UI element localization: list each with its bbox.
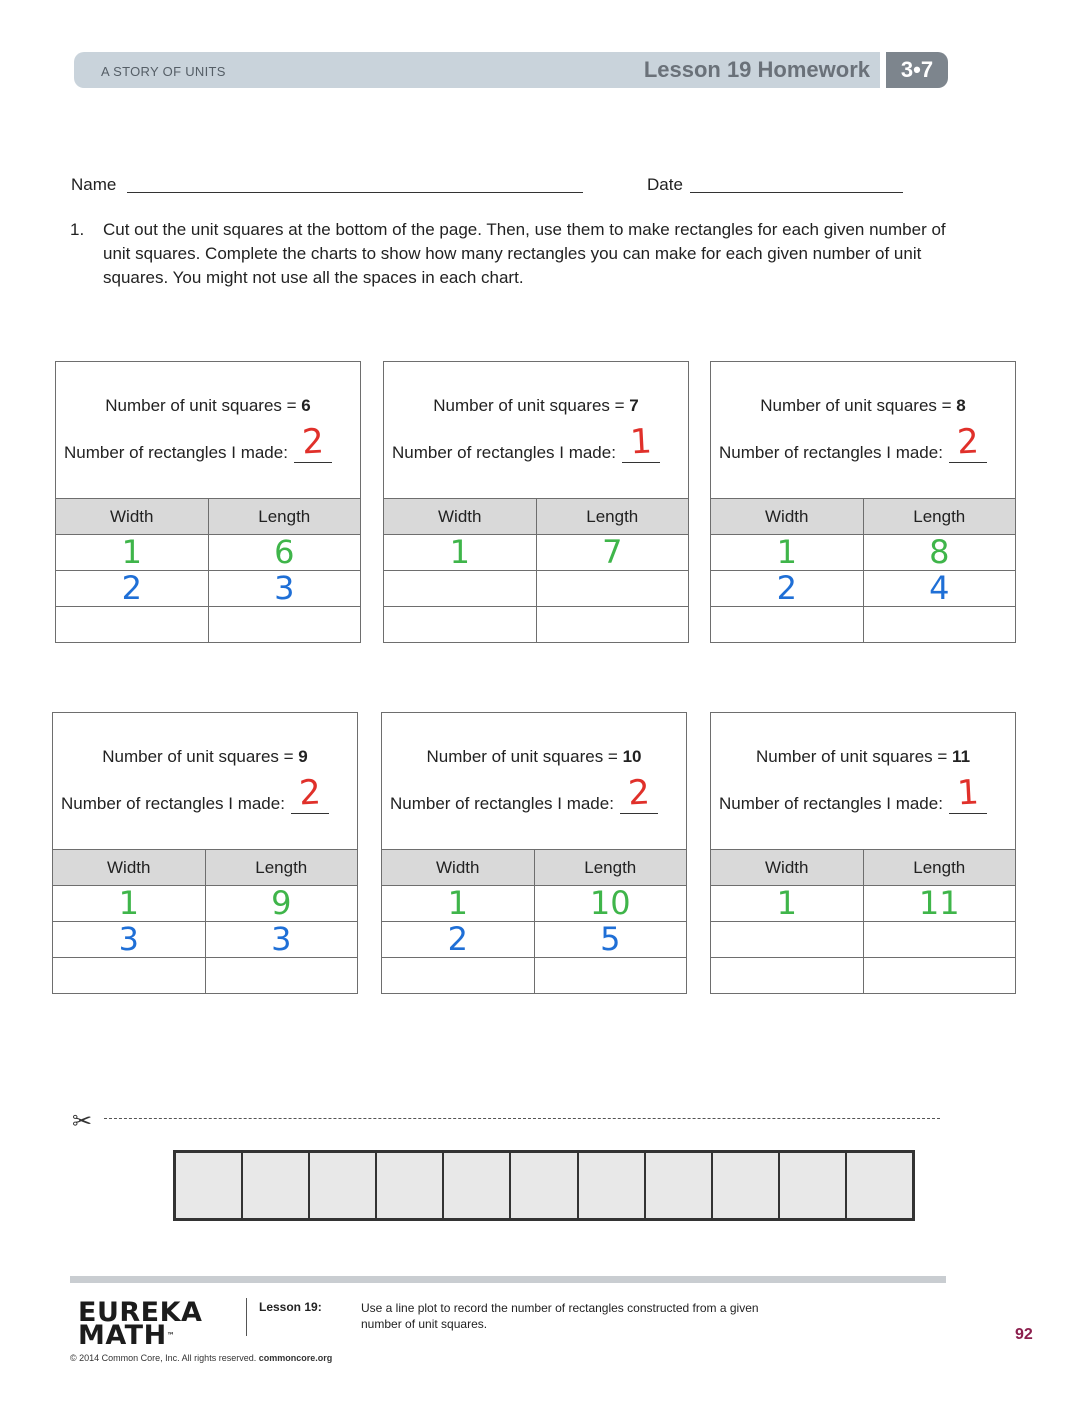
width-cell[interactable]: [382, 958, 535, 994]
width-cell[interactable]: [53, 958, 206, 994]
unit-square: [310, 1153, 377, 1218]
unit-squares-label: Number of unit squares =: [755, 747, 953, 766]
rectangles-made-label: Number of rectangles I made:: [390, 794, 614, 813]
length-cell[interactable]: 9: [205, 886, 358, 922]
unit-squares-line: [56, 396, 360, 416]
unit-squares-line: [711, 396, 1015, 416]
table-row: [382, 886, 687, 922]
dimensions-table: [381, 849, 687, 994]
width-cell[interactable]: 2: [711, 571, 864, 607]
rectangles-made-line: [64, 421, 354, 463]
length-cell[interactable]: 6: [208, 535, 361, 571]
length-cell[interactable]: [208, 607, 361, 643]
width-cell[interactable]: 1: [384, 535, 537, 571]
unit-square: [377, 1153, 444, 1218]
table-header-row: [53, 850, 358, 886]
rectangles-made-label: Number of rectangles I made:: [719, 443, 943, 462]
unit-squares-label: Number of unit squares =: [433, 396, 630, 415]
table-row: [53, 958, 358, 994]
logo-line2: MATH: [78, 1320, 167, 1351]
length-cell[interactable]: [536, 571, 689, 607]
unit-squares-line: [711, 747, 1015, 767]
length-cell[interactable]: 10: [534, 886, 687, 922]
rectangles-made-value: 2: [627, 772, 651, 814]
header-banner: [74, 52, 880, 88]
table-row: [384, 571, 689, 607]
unit-squares-line: [384, 396, 688, 416]
width-header: Width: [711, 499, 864, 535]
rectangles-made-line: [390, 772, 680, 814]
unit-squares-value: 6: [301, 396, 311, 415]
table-row: [56, 571, 361, 607]
unit-square: [243, 1153, 310, 1218]
width-cell[interactable]: 3: [53, 922, 206, 958]
length-cell[interactable]: 7: [536, 535, 689, 571]
length-cell[interactable]: 5: [534, 922, 687, 958]
length-header: Length: [863, 850, 1016, 886]
unit-squares-label: Number of unit squares =: [760, 396, 957, 415]
table-row: [56, 535, 361, 571]
unit-square: [713, 1153, 780, 1218]
table-row: [711, 535, 1016, 571]
unit-squares-strip: [173, 1150, 915, 1221]
rectangles-made-label: Number of rectangles I made:: [719, 794, 943, 813]
table-row: [711, 922, 1016, 958]
cut-line: [104, 1118, 940, 1119]
length-cell[interactable]: [536, 607, 689, 643]
lesson-title: Lesson 19 Homework: [643, 57, 870, 82]
unit-square: [511, 1153, 578, 1218]
width-header: Width: [384, 499, 537, 535]
table-row: [711, 571, 1016, 607]
table-header-row: [711, 499, 1016, 535]
width-cell[interactable]: [56, 607, 209, 643]
rectangles-made-label: Number of rectangles I made:: [392, 443, 616, 462]
length-cell[interactable]: [863, 958, 1016, 994]
rectangles-made-field[interactable]: [949, 772, 987, 814]
length-cell[interactable]: 4: [863, 571, 1016, 607]
problem-number: 1.: [70, 220, 85, 239]
rectangles-made-line: [719, 421, 1009, 463]
rectangles-made-value: 2: [301, 421, 325, 463]
width-cell[interactable]: [384, 571, 537, 607]
dimensions-table: [52, 849, 358, 994]
copyright-text: © 2014 Common Core, Inc. All rights reserved.: [70, 1353, 257, 1363]
module-badge: 3•7: [886, 52, 948, 88]
eureka-math-logo: [78, 1297, 203, 1351]
width-header: Width: [711, 850, 864, 886]
width-header: Width: [382, 850, 535, 886]
rectangle-chart: [381, 712, 687, 994]
width-cell[interactable]: 2: [56, 571, 209, 607]
table-header-row: [384, 499, 689, 535]
scissors-icon: ✂: [72, 1108, 93, 1135]
length-cell[interactable]: 3: [205, 922, 358, 958]
table-row: [711, 607, 1016, 643]
rectangles-made-field[interactable]: [291, 772, 329, 814]
rectangles-made-value: 2: [956, 421, 980, 463]
length-cell[interactable]: [534, 958, 687, 994]
width-cell[interactable]: 1: [711, 535, 864, 571]
name-field[interactable]: [127, 192, 583, 193]
length-cell[interactable]: [863, 922, 1016, 958]
logo-line1: EUREKA: [78, 1297, 203, 1328]
table-header-row: [56, 499, 361, 535]
width-cell[interactable]: 1: [711, 886, 864, 922]
footer-divider: [246, 1298, 247, 1336]
unit-squares-label: Number of unit squares =: [105, 396, 302, 415]
length-header: Length: [534, 850, 687, 886]
rectangle-chart: [383, 361, 689, 643]
width-cell[interactable]: 1: [382, 886, 535, 922]
unit-square: [646, 1153, 713, 1218]
length-cell[interactable]: 8: [863, 535, 1016, 571]
table-row: [384, 607, 689, 643]
table-header-row: [382, 850, 687, 886]
series-label: A STORY OF UNITS: [101, 64, 226, 79]
width-cell[interactable]: [711, 922, 864, 958]
date-label: Date: [647, 175, 683, 194]
rectangle-chart: [710, 361, 1016, 643]
unit-squares-label: Number of unit squares =: [426, 747, 623, 766]
rectangles-made-line: [61, 772, 351, 814]
rectangles-made-value: 1: [629, 421, 653, 463]
table-row: [711, 886, 1016, 922]
footer-description: Use a line plot to record the number of rectangles constructed from a given number of unit squares.: [361, 1301, 759, 1331]
name-label: Name: [71, 175, 117, 194]
rectangles-made-label: Number of rectangles I made:: [61, 794, 285, 813]
unit-square: [176, 1153, 243, 1218]
length-header: Length: [208, 499, 361, 535]
width-cell[interactable]: [384, 607, 537, 643]
width-header: Width: [53, 850, 206, 886]
dimensions-table: [710, 498, 1016, 643]
unit-square: [847, 1153, 912, 1218]
unit-squares-value: 7: [629, 396, 639, 415]
length-cell[interactable]: [205, 958, 358, 994]
unit-squares-value: 8: [956, 396, 966, 415]
rectangles-made-value: 2: [298, 772, 322, 814]
footer-rule: [70, 1276, 946, 1283]
date-field[interactable]: [690, 192, 903, 193]
width-cell[interactable]: 1: [56, 535, 209, 571]
unit-squares-line: [382, 747, 686, 767]
footer-lesson-label: Lesson 19:: [259, 1300, 322, 1314]
width-cell[interactable]: [711, 958, 864, 994]
unit-squares-value: 11: [952, 747, 971, 766]
unit-square: [780, 1153, 847, 1218]
table-row: [382, 958, 687, 994]
table-row: [711, 958, 1016, 994]
rectangles-made-field[interactable]: [949, 421, 987, 463]
length-cell[interactable]: [863, 607, 1016, 643]
length-header: Length: [205, 850, 358, 886]
unit-square: [444, 1153, 511, 1218]
rectangle-chart: [55, 361, 361, 643]
dimensions-table: [710, 849, 1016, 994]
copyright-site: commoncore.org: [258, 1353, 333, 1363]
dimensions-table: [383, 498, 689, 643]
rectangles-made-line: [392, 421, 682, 463]
dimensions-table: [55, 498, 361, 643]
table-row: [56, 607, 361, 643]
table-row: [382, 922, 687, 958]
copyright: [70, 1353, 332, 1363]
width-cell[interactable]: [711, 607, 864, 643]
length-header: Length: [536, 499, 689, 535]
width-header: Width: [56, 499, 209, 535]
length-header: Length: [863, 499, 1016, 535]
rectangle-chart: [710, 712, 1016, 994]
unit-squares-value: 10: [622, 747, 642, 766]
rectangles-made-label: Number of rectangles I made:: [64, 443, 288, 462]
page-number: 92: [1015, 1326, 1033, 1343]
width-cell[interactable]: 2: [382, 922, 535, 958]
table-row: [53, 922, 358, 958]
table-row: [53, 886, 358, 922]
rectangles-made-field[interactable]: [294, 421, 332, 463]
length-cell[interactable]: 3: [208, 571, 361, 607]
unit-squares-value: 9: [298, 747, 308, 766]
length-cell[interactable]: 11: [863, 886, 1016, 922]
rectangles-made-value: 1: [956, 772, 980, 814]
rectangle-chart: [52, 712, 358, 994]
table-header-row: [711, 850, 1016, 886]
width-cell[interactable]: 1: [53, 886, 206, 922]
problem-instructions: Cut out the unit squares at the bottom of the page. Then, use them to make rectangles for each given number of unit squares. Complete the charts to show how many rectangles you can make for each given number of unit squares. You might not use all the spaces in each chart.: [103, 220, 946, 287]
rectangles-made-field[interactable]: [620, 772, 658, 814]
table-row: [384, 535, 689, 571]
unit-square: [579, 1153, 646, 1218]
rectangles-made-line: [719, 772, 1009, 814]
unit-squares-line: [53, 747, 357, 767]
logo-trademark: ™: [166, 1331, 176, 1340]
unit-squares-label: Number of unit squares =: [102, 747, 299, 766]
rectangles-made-field[interactable]: [622, 421, 660, 463]
